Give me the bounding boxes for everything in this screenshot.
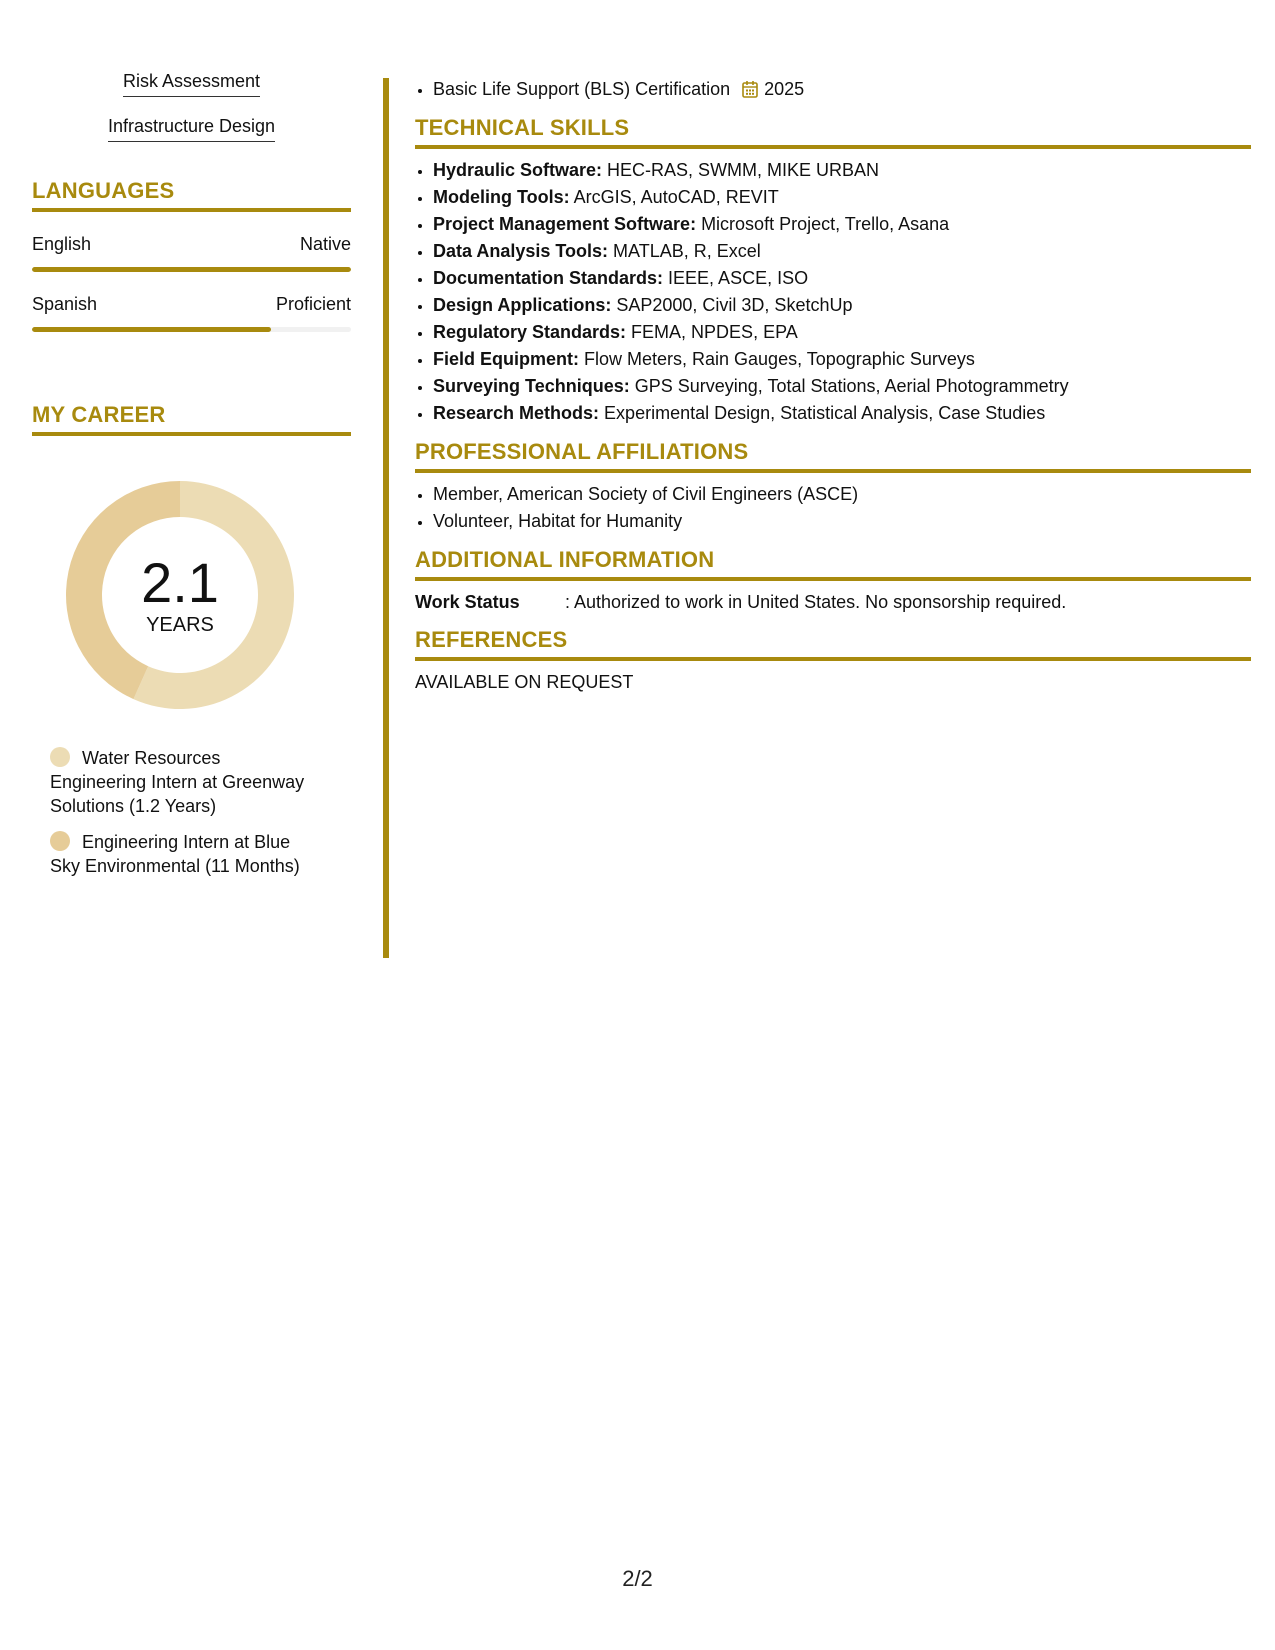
- technical-skill-item: [433, 265, 1251, 292]
- skill-category: Data Analysis Tools:: [433, 241, 609, 261]
- career-dot-icon: [50, 747, 70, 767]
- language-bar-fill: [32, 327, 271, 332]
- work-status-value: : Authorized to work in United States. No sponsorship required.: [565, 592, 1067, 612]
- career-legend-item: [50, 746, 320, 818]
- certification-year: 2025: [764, 79, 805, 99]
- technical-skill-item: [433, 346, 1251, 373]
- language-level: Proficient: [275, 294, 351, 314]
- main-column: [415, 76, 1251, 695]
- technical-skill-item: [433, 373, 1251, 400]
- affiliation-item: • Member, American Society of Civil Engineers (ASCE): [433, 481, 1251, 508]
- skill-category: Modeling Tools:: [433, 187, 570, 207]
- technical-skill-item: [433, 157, 1251, 184]
- language-bar-fill: [32, 267, 351, 272]
- skill-values: Experimental Design, Statistical Analysis, Case Studies: [599, 403, 1046, 423]
- skill-category: Hydraulic Software:: [433, 160, 603, 180]
- skill-values: MATLAB, R, Excel: [608, 241, 761, 261]
- career-item-label: Water Resources Engineering Intern at Greenway Solutions (1.2 Years): [50, 748, 305, 816]
- affiliations-list: [415, 481, 1251, 535]
- references-text: AVAILABLE ON REQUEST: [415, 672, 634, 692]
- language-bar-track: [32, 327, 351, 332]
- technical-skills-list: [415, 157, 1251, 427]
- certification-item: [433, 76, 1251, 103]
- affiliation-item: • Volunteer, Habitat for Humanity: [433, 508, 1251, 535]
- column-divider: [383, 78, 389, 958]
- skill-tag: [32, 115, 351, 142]
- career-legend: [50, 746, 320, 878]
- skill-category: Research Methods:: [433, 403, 600, 423]
- career-total-value: 2.1: [141, 550, 219, 614]
- career-total-unit: YEARS: [146, 613, 214, 636]
- language-bar-track: [32, 267, 351, 272]
- technical-skill-item: [433, 238, 1251, 265]
- technical-skill-item: [433, 211, 1251, 238]
- affiliations-heading: PROFESSIONAL AFFILIATIONS: [415, 439, 1251, 473]
- certification-list: [415, 76, 1251, 103]
- technical-skill-item: [433, 292, 1251, 319]
- career-dot-icon: [50, 831, 70, 851]
- left-sidebar: [32, 70, 351, 890]
- calendar-icon: [742, 79, 758, 97]
- skill-category: Documentation Standards:: [433, 268, 664, 288]
- skill-values: Microsoft Project, Trello, Asana: [696, 214, 950, 234]
- references-heading: REFERENCES: [415, 627, 1251, 661]
- work-status-label: Work Status: [415, 592, 520, 612]
- language-name: Spanish: [32, 294, 98, 314]
- languages-heading: LANGUAGES: [32, 178, 351, 212]
- certification-name: Basic Life Support (BLS) Certification: [433, 79, 731, 99]
- skill-category: Surveying Techniques:: [433, 376, 630, 396]
- career-heading: MY CAREER: [32, 402, 351, 436]
- technical-skill-item: [433, 184, 1251, 211]
- skill-category: Design Applications:: [433, 295, 612, 315]
- work-status-row: [415, 589, 1251, 615]
- skill-values: ArcGIS, AutoCAD, REVIT: [569, 187, 779, 207]
- skill-values: SAP2000, Civil 3D, SketchUp: [611, 295, 853, 315]
- language-item: [32, 294, 351, 332]
- skill-category: Field Equipment:: [433, 349, 579, 369]
- language-level: Native: [299, 234, 351, 254]
- technical-skill-item: [433, 400, 1251, 427]
- page-number: 2/2: [622, 1566, 653, 1591]
- skill-values: FEMA, NPDES, EPA: [626, 322, 798, 342]
- skill-values: HEC-RAS, SWMM, MIKE URBAN: [602, 160, 880, 180]
- skill-category: Project Management Software:: [433, 214, 697, 234]
- additional-info-heading: ADDITIONAL INFORMATION: [415, 547, 1251, 581]
- career-item-label: Engineering Intern at Blue Sky Environmental (11 Months): [50, 832, 300, 876]
- skill-tag-label: Risk Assessment: [123, 70, 260, 97]
- technical-skill-item: [433, 319, 1251, 346]
- skill-tag-label: Infrastructure Design: [108, 115, 275, 142]
- skill-values: IEEE, ASCE, ISO: [663, 268, 809, 288]
- career-legend-item: [50, 830, 320, 878]
- technical-skills-heading: TECHNICAL SKILLS: [415, 115, 1251, 149]
- skill-values: Flow Meters, Rain Gauges, Topographic Surveys: [579, 349, 975, 369]
- language-name: English: [32, 234, 92, 254]
- skill-category: Regulatory Standards:: [433, 322, 627, 342]
- language-item: [32, 234, 351, 272]
- career-donut-chart: [65, 480, 295, 710]
- skill-values: GPS Surveying, Total Stations, Aerial Photogrammetry: [629, 376, 1069, 396]
- skill-tag: [32, 70, 351, 97]
